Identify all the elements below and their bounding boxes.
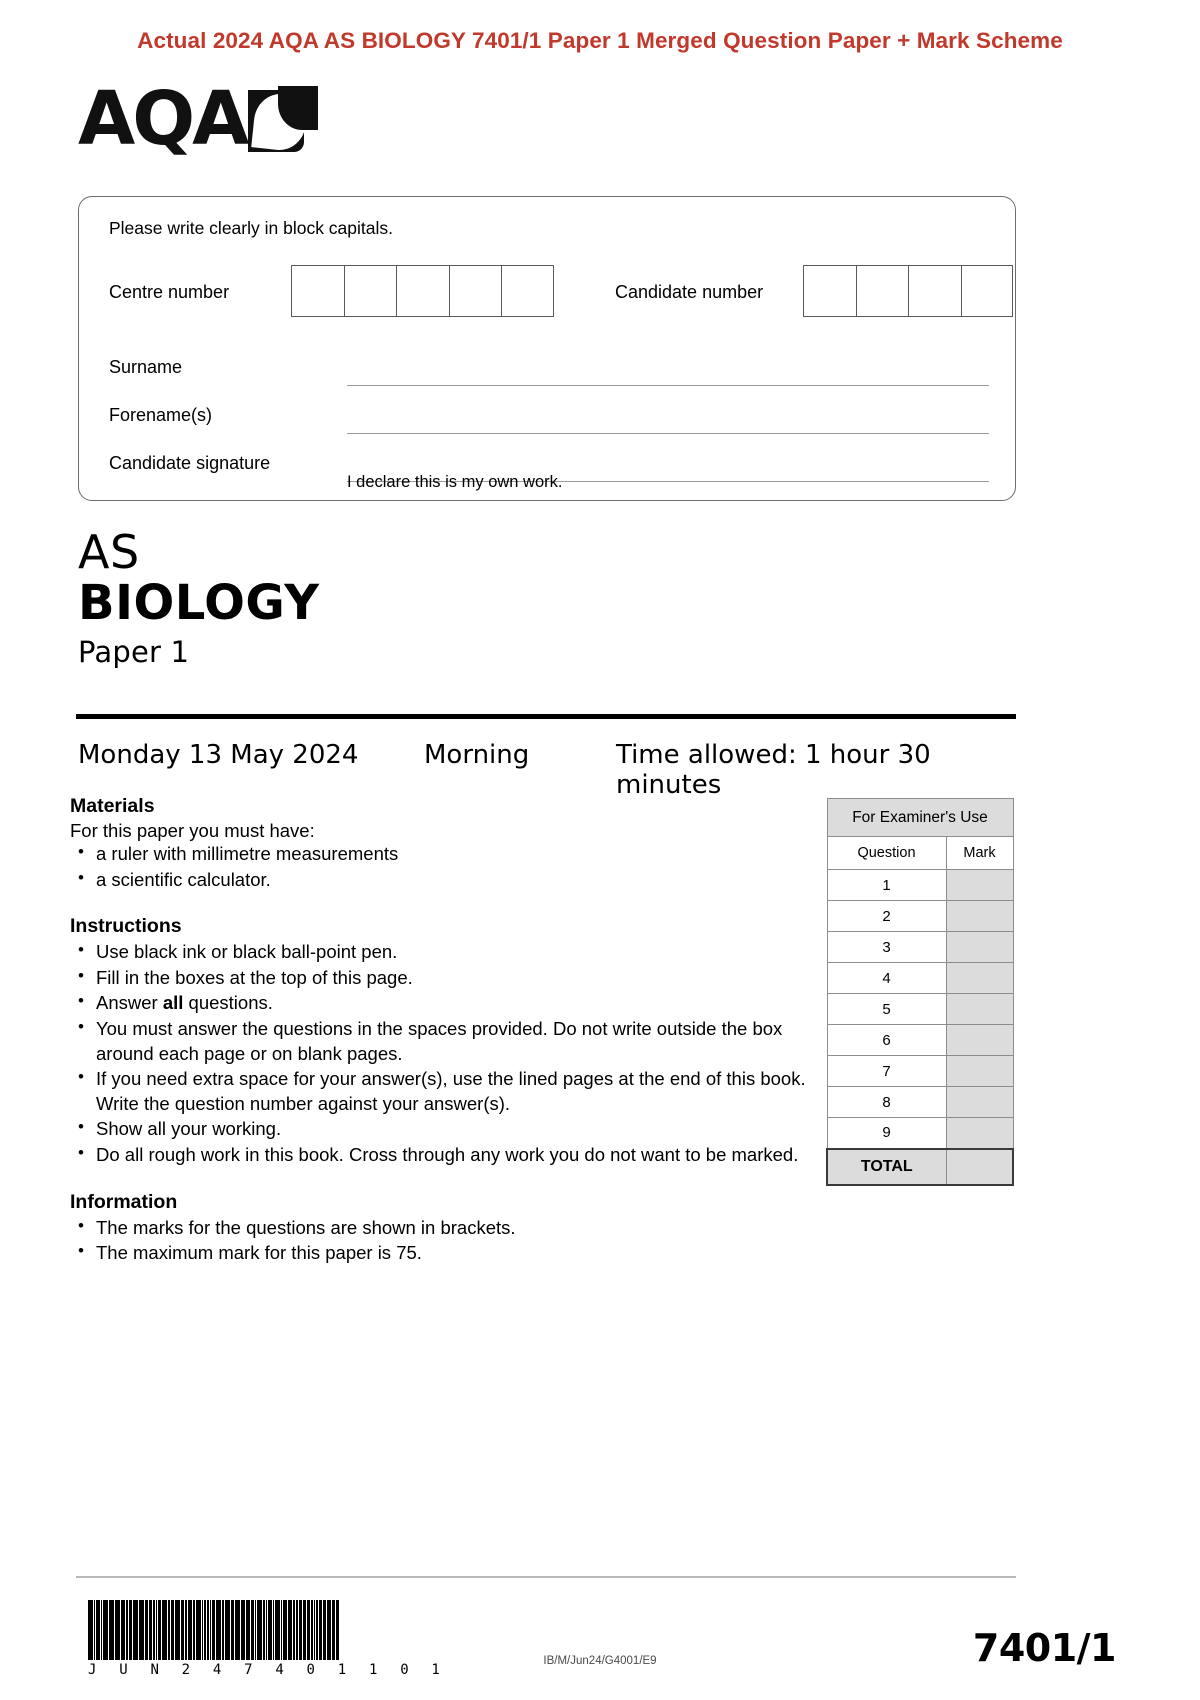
candidate-number-label: Candidate number [615,282,764,302]
table-row [827,932,1013,963]
list-item: • The marks for the questions are shown in brackets. [70,1216,810,1241]
candidate-number-cell[interactable] [961,265,1014,317]
question-number: 5 [827,994,946,1025]
mark-cell[interactable] [946,1025,1013,1056]
candidate-signature-label: Candidate signature [109,453,271,473]
centre-number-cell[interactable] [396,265,449,317]
list-item: • If you need extra space for your answer(s), use the lined pages at the end of this book. Write the question number against your answer(s). [70,1067,810,1116]
column-header-mark: Mark [946,837,1013,870]
barcode-digit: J [88,1662,97,1678]
list-item: • Show all your working. [70,1117,810,1142]
instructions-list [70,940,810,1167]
candidate-number-cell[interactable] [803,265,856,317]
mark-cell[interactable] [946,963,1013,994]
information-list [70,1216,810,1266]
surname-input[interactable] [347,385,989,386]
aqa-leaf-icon [248,90,304,152]
question-number: 1 [827,870,946,901]
instructions-heading: Instructions [70,915,182,938]
list-item: • Use black ink or black ball-point pen. [70,940,810,965]
mark-cell[interactable] [946,1118,1013,1149]
materials-heading: Materials [70,795,155,817]
exam-date: Monday 13 May 2024 [78,740,359,770]
mark-cell[interactable] [946,1056,1013,1087]
instructions-column [70,795,810,1267]
barcode-digit: 4 [275,1662,284,1678]
centre-number-label: Centre number [109,282,230,302]
materials-list [70,842,810,892]
barcode-digit: 1 [337,1662,347,1678]
barcode-digit: 2 [181,1662,191,1678]
block-capitals-note: Please write clearly in block capitals. [109,218,394,238]
question-number: 3 [827,932,946,963]
barcode-digit: 7 [244,1662,253,1678]
table-row-title [827,799,1013,837]
examiner-table-title: For Examiner's Use [827,799,1013,837]
surname-row [109,349,989,397]
paper-code: 7401/1 [972,1626,1116,1670]
table-row [827,963,1013,994]
barcode-digit: 1 [431,1662,440,1678]
barcode-digit: 0 [400,1662,409,1678]
list-item: • You must answer the questions in the spaces provided. Do not write outside the box around each page or on blank pages. [70,1017,810,1066]
table-row [827,1087,1013,1118]
paper-number: Paper 1 [78,634,190,669]
mark-cell[interactable] [946,870,1013,901]
name-fields [109,349,989,493]
aqa-logo [78,76,304,162]
centre-number-input[interactable] [291,265,554,317]
subject-block [78,525,320,674]
subject-name: BIOLOGY [78,574,320,631]
number-fields-row [109,265,989,323]
list-item: • a scientific calculator. [70,868,810,893]
qualification-level: AS [78,525,140,579]
table-row-header [827,837,1013,870]
centre-number-cell[interactable] [449,265,502,317]
total-mark-cell[interactable] [946,1149,1013,1185]
table-row-total [827,1149,1013,1185]
page-title: Actual 2024 AQA AS BIOLOGY 7401/1 Paper 1 Merged Question Paper + Mark Scheme [137,28,1063,53]
barcode-digit: 1 [368,1662,378,1678]
information-heading: Information [70,1190,178,1213]
document-reference-code: IB/M/Jun24/G4001/E9 [543,1655,657,1667]
forenames-input[interactable] [347,433,989,434]
barcode-digit: U [119,1662,128,1678]
list-item-answer-all [70,991,810,1016]
question-number: 7 [827,1056,946,1087]
exam-session: Morning [424,740,530,770]
table-row [827,1056,1013,1087]
aqa-logo-text: AQA [78,76,247,162]
centre-number-cell[interactable] [291,265,344,317]
question-number: 8 [827,1087,946,1118]
table-row [827,1025,1013,1056]
list-item: • Do all rough work in this book. Cross through any work you do not want to be marked. [70,1143,810,1168]
barcode-digit: 4 [212,1662,222,1678]
materials-subheading: For this paper you must have: [70,820,315,841]
table-row [827,994,1013,1025]
question-number: 4 [827,963,946,994]
exam-dateline [78,740,1018,800]
mark-cell[interactable] [946,994,1013,1025]
barcode-digit: 0 [306,1662,315,1678]
examiner-use-table [826,798,1014,1186]
barcode-icon [88,1600,440,1660]
footer-divider [76,1576,1016,1578]
question-number: 9 [827,1118,946,1149]
forenames-row [109,397,989,445]
total-label: TOTAL [827,1149,946,1185]
centre-number-cell[interactable] [501,265,554,317]
mark-cell[interactable] [946,932,1013,963]
candidate-details-box [78,196,1016,501]
declaration-text: I declare this is my own work. [347,473,563,491]
list-item: • The maximum mark for this paper is 75. [70,1241,810,1266]
list-item: • a ruler with millimetre measurements [70,842,810,867]
candidate-number-input[interactable] [803,265,1013,317]
forenames-label: Forename(s) [109,405,213,425]
mark-cell[interactable] [946,1087,1013,1118]
answer-all-prefix: Answer [96,992,163,1014]
list-item: • Fill in the boxes at the top of this page. [70,966,810,991]
table-row [827,870,1013,901]
barcode-digit: N [150,1662,159,1678]
table-row [827,901,1013,932]
mark-cell[interactable] [946,901,1013,932]
candidate-number-cell[interactable] [908,265,961,317]
column-header-question: Question [827,837,946,870]
candidate-number-cell[interactable] [856,265,909,317]
question-number: 6 [827,1025,946,1056]
surname-label: Surname [109,357,183,377]
centre-number-cell[interactable] [344,265,397,317]
question-number: 2 [827,901,946,932]
answer-all-suffix: questions. [183,992,273,1014]
exam-time-allowed: Time allowed: 1 hour 30 minutes [616,740,931,800]
answer-all-bold: all [162,992,184,1014]
table-row [827,1118,1013,1149]
header-divider [76,714,1016,719]
